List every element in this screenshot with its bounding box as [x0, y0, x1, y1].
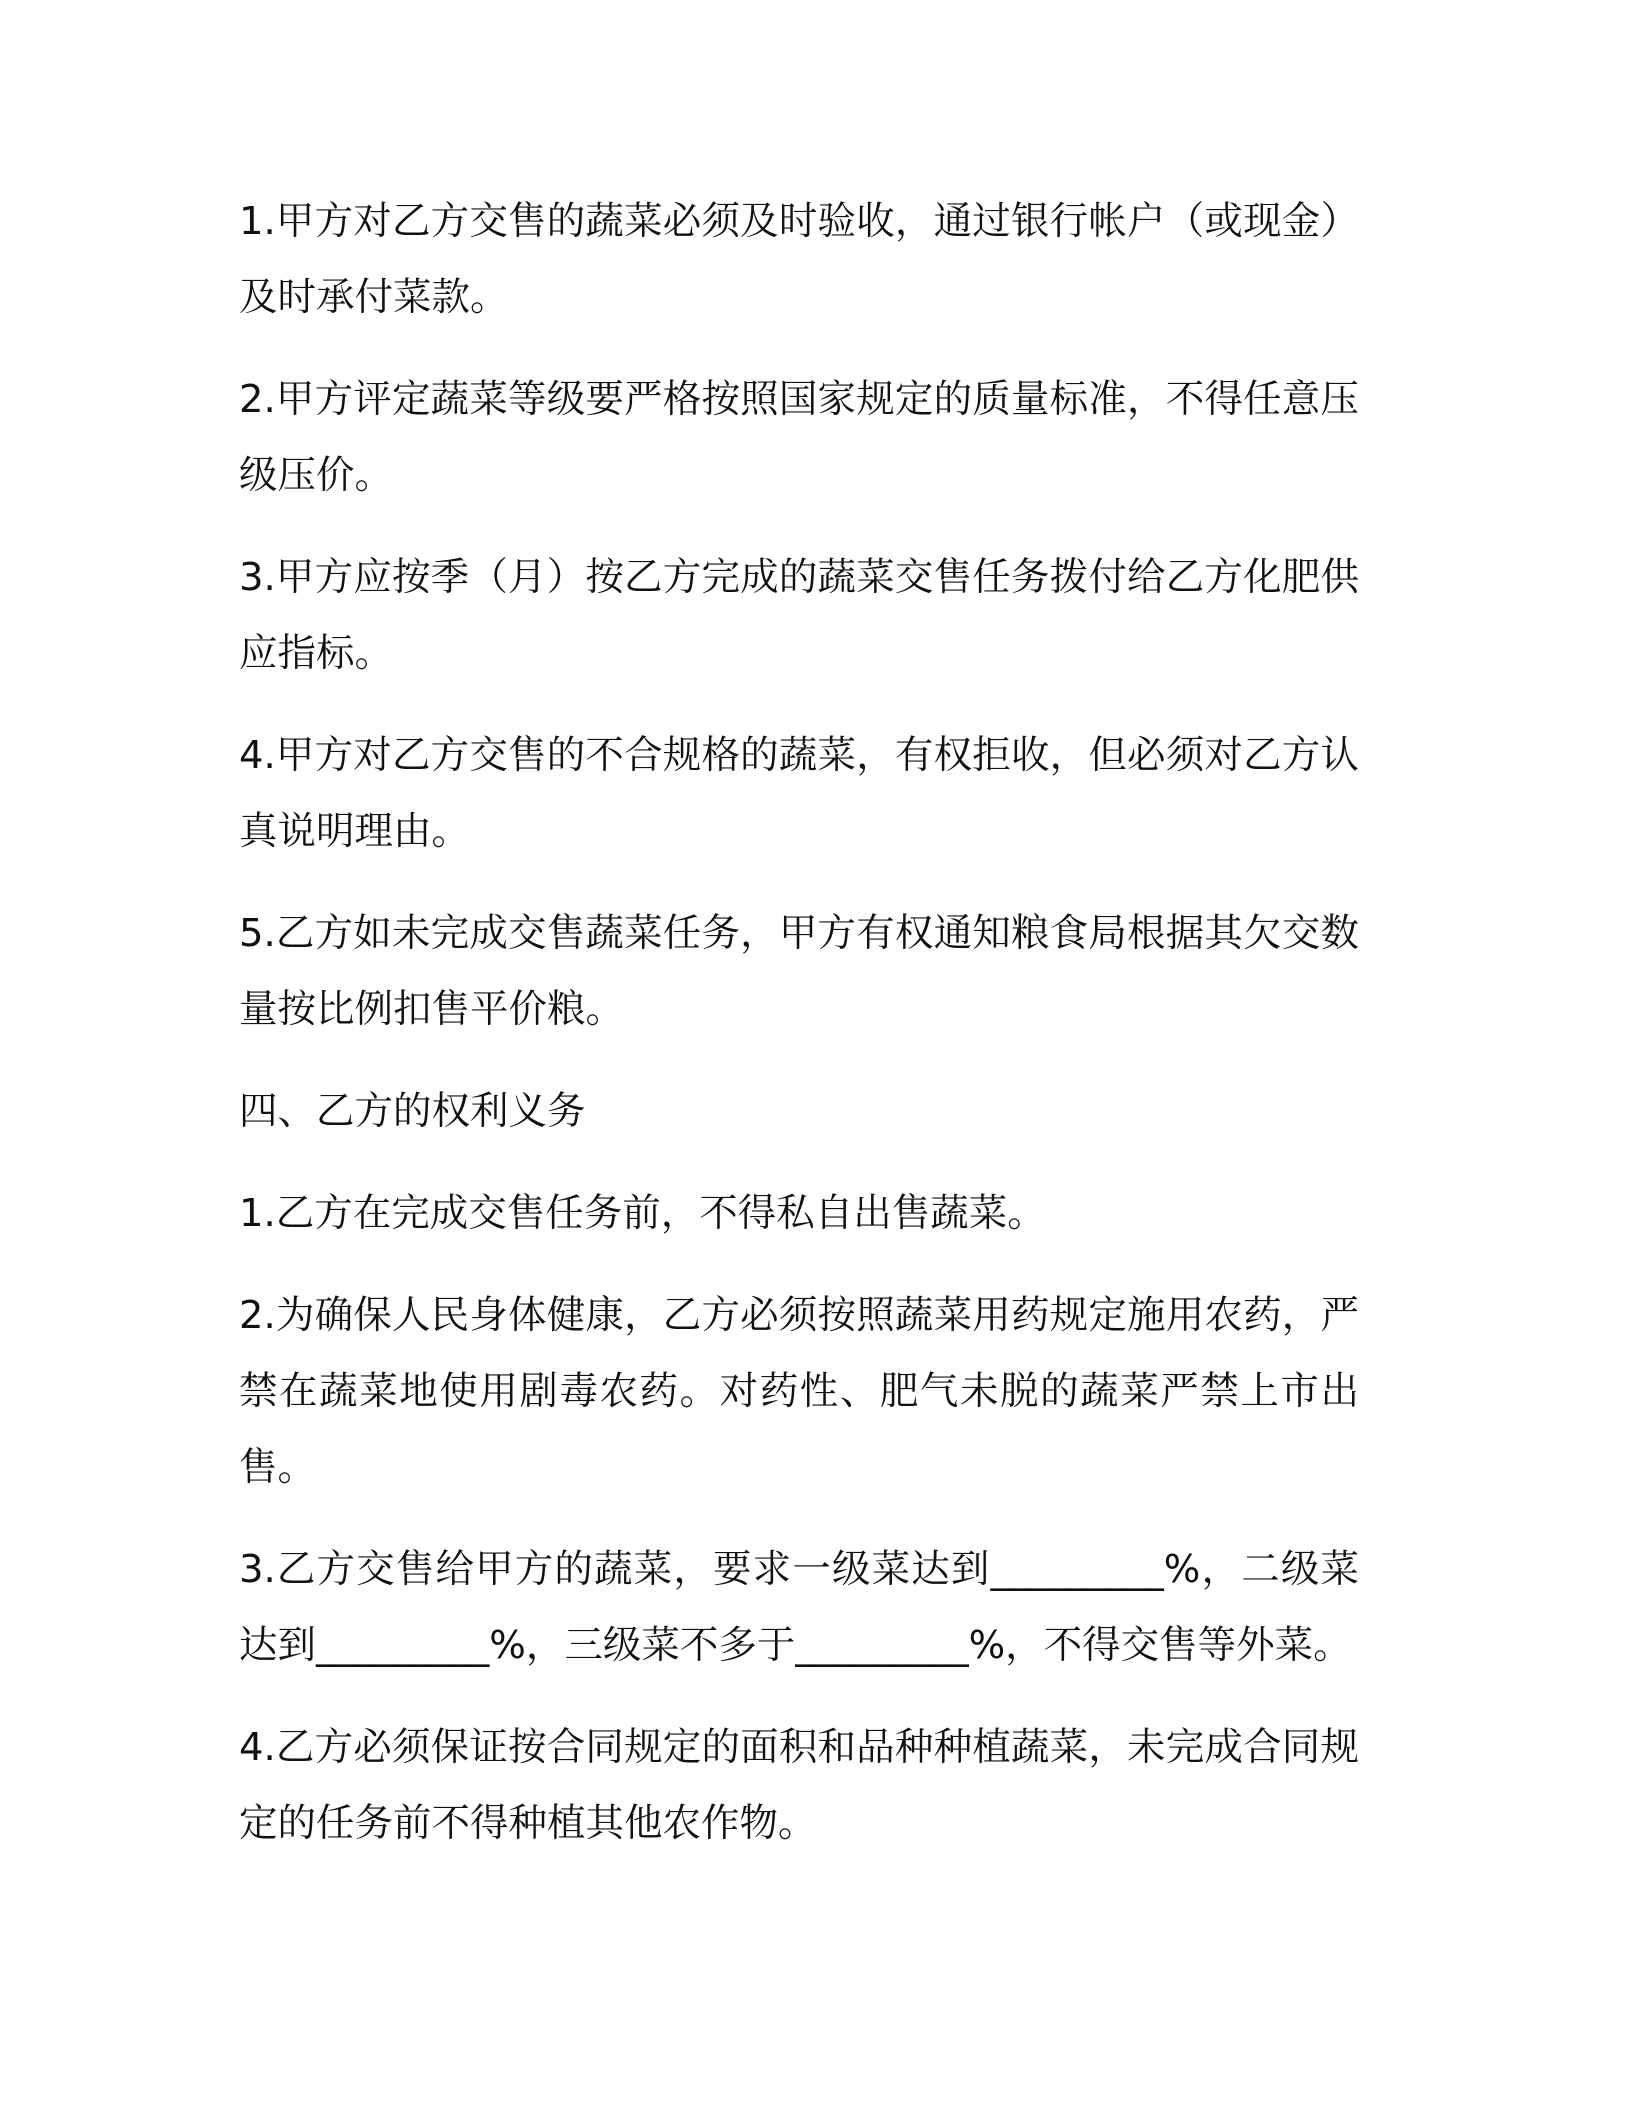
clause-3-1: 1.甲方对乙方交售的蔬菜必须及时验收，通过银行帐户（或现金）及时承付菜款。 — [239, 199, 1359, 320]
document-body — [239, 184, 1359, 1888]
clause-3-4: 4.甲方对乙方交售的不合规格的蔬菜，有权拒收，但必须对乙方认真说明理由。 — [239, 733, 1359, 854]
clause-3-5: 5.乙方如未完成交售蔬菜任务，甲方有权通知粮食局根据其欠交数量按比例扣售平价粮。 — [239, 911, 1359, 1032]
clause-4-1: 1.乙方在完成交售任务前，不得私自出售蔬菜。 — [239, 1191, 1046, 1236]
clause-3-3: 3.甲方应按季（月）按乙方完成的蔬菜交售任务拨付给乙方化肥供应指标。 — [239, 555, 1359, 676]
clause-4-3: 3.乙方交售给甲方的蔬菜，要求一级菜达到_________%，二级菜达到_________%，三级菜不多于_________%，不得交售等外菜。 — [239, 1547, 1359, 1668]
clause-4-4: 4.乙方必须保证按合同规定的面积和品种种植蔬菜，未完成合同规定的任务前不得种植其他农作物。 — [239, 1725, 1359, 1846]
clause-3-2: 2.甲方评定蔬菜等级要严格按照国家规定的质量标准，不得任意压级压价。 — [239, 377, 1359, 498]
section-four-heading: 四、乙方的权利义务 — [239, 1089, 586, 1134]
clause-4-2: 2.为确保人民身体健康，乙方必须按照蔬菜用药规定施用农药，严禁在蔬菜地使用剧毒农药。对药性、肥气未脱的蔬菜严禁上市出售。 — [239, 1293, 1359, 1490]
